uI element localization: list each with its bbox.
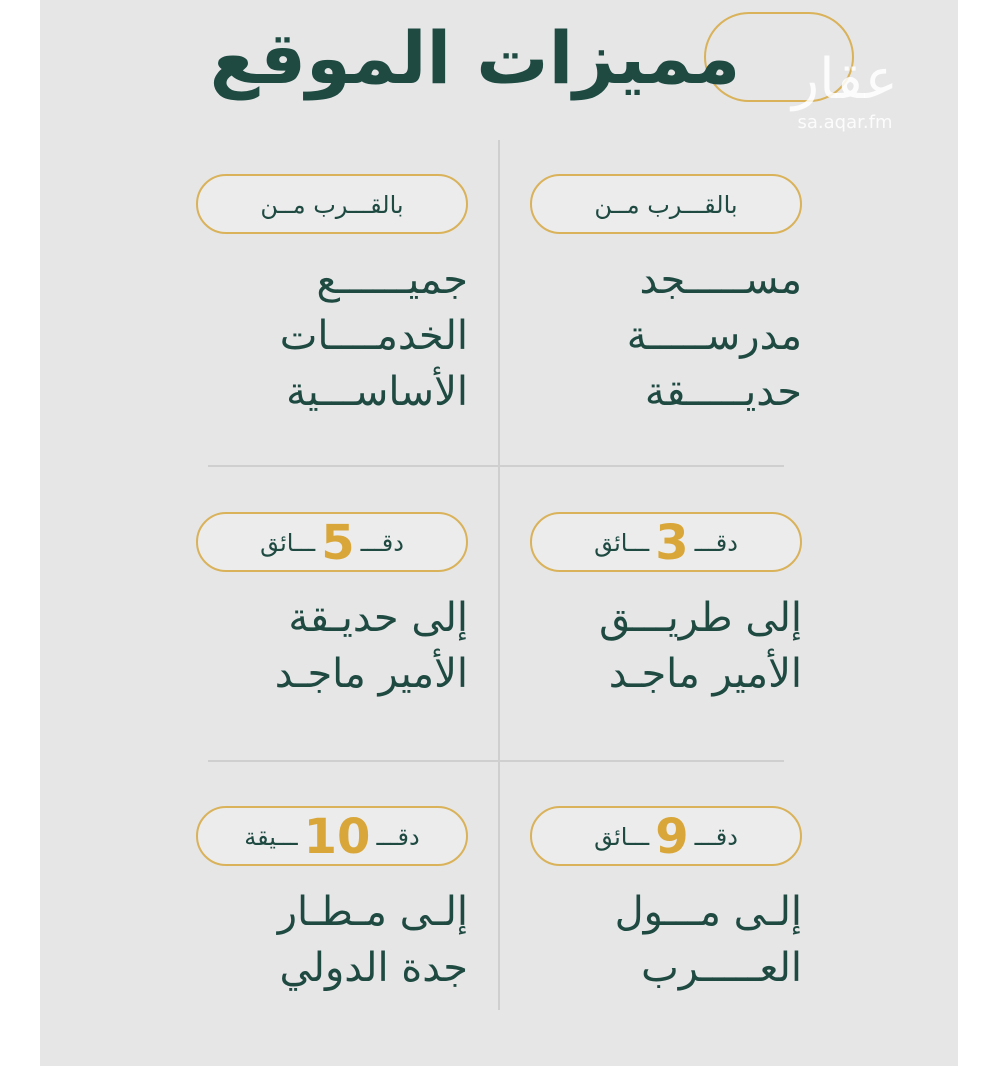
pill-suffix: ـــائق — [594, 823, 650, 851]
feature-cell-mall-of-arabia — [530, 806, 810, 996]
description-line: جدة الدولي — [279, 945, 468, 991]
feature-description — [530, 884, 802, 996]
description-line: الأمير ماجـد — [608, 651, 802, 697]
feature-description — [196, 590, 468, 702]
description-line: الأساســـية — [286, 369, 468, 415]
feature-cell-prince-majed-park — [196, 512, 476, 702]
pill-text: بالقـــرب مــن — [260, 191, 404, 219]
pill-suffix: ـــيقة — [244, 823, 298, 851]
description-line: مســـــجد — [639, 257, 802, 303]
minutes-number: 3 — [655, 515, 689, 571]
feature-description — [530, 252, 802, 420]
feature-cell-prince-majed-road — [530, 512, 810, 702]
feature-pill — [530, 806, 802, 866]
minutes-number: 9 — [655, 809, 689, 865]
feature-pill — [530, 512, 802, 572]
pill-prefix: دقـــ — [694, 529, 738, 557]
minutes-number: 10 — [303, 809, 371, 865]
feature-description — [196, 884, 468, 996]
feature-pill — [196, 174, 468, 234]
feature-cell-nearby-services — [196, 174, 476, 420]
feature-pill — [530, 174, 802, 234]
description-line: إلـى مـــول — [614, 889, 802, 935]
feature-cell-jeddah-airport — [196, 806, 476, 996]
description-line: حديـــــقة — [644, 369, 802, 415]
pill-prefix: دقـــ — [376, 823, 420, 851]
pill-text: بالقـــرب مــن — [594, 191, 738, 219]
horizontal-divider-1 — [208, 465, 784, 467]
description-line: إلى حديـقة — [288, 595, 468, 641]
description-line: العـــــرب — [641, 945, 802, 991]
minutes-number: 5 — [321, 515, 355, 571]
horizontal-divider-2 — [208, 760, 784, 762]
vertical-divider — [498, 140, 500, 1010]
feature-description — [530, 590, 802, 702]
pill-suffix: ـــائق — [594, 529, 650, 557]
description-line: إلـى مـطـار — [277, 889, 468, 935]
pill-suffix: ـــائق — [260, 529, 316, 557]
logo-text: عقار — [792, 47, 898, 112]
aqar-logo — [760, 48, 930, 148]
description-line: إلى طريـــق — [599, 595, 802, 641]
description-line: مدرســـــة — [626, 313, 802, 359]
description-line: الخدمــــات — [279, 313, 468, 359]
logo-domain: sa.aqar.fm — [797, 112, 893, 133]
feature-cell-nearby-places — [530, 174, 810, 420]
page-title: مميزات الموقع — [209, 16, 741, 100]
pill-prefix: دقـــ — [360, 529, 404, 557]
feature-description — [196, 252, 468, 420]
feature-pill — [196, 512, 468, 572]
description-line: الأمير ماجـد — [274, 651, 468, 697]
pill-prefix: دقـــ — [694, 823, 738, 851]
description-line: جميــــــع — [316, 257, 468, 303]
feature-pill — [196, 806, 468, 866]
